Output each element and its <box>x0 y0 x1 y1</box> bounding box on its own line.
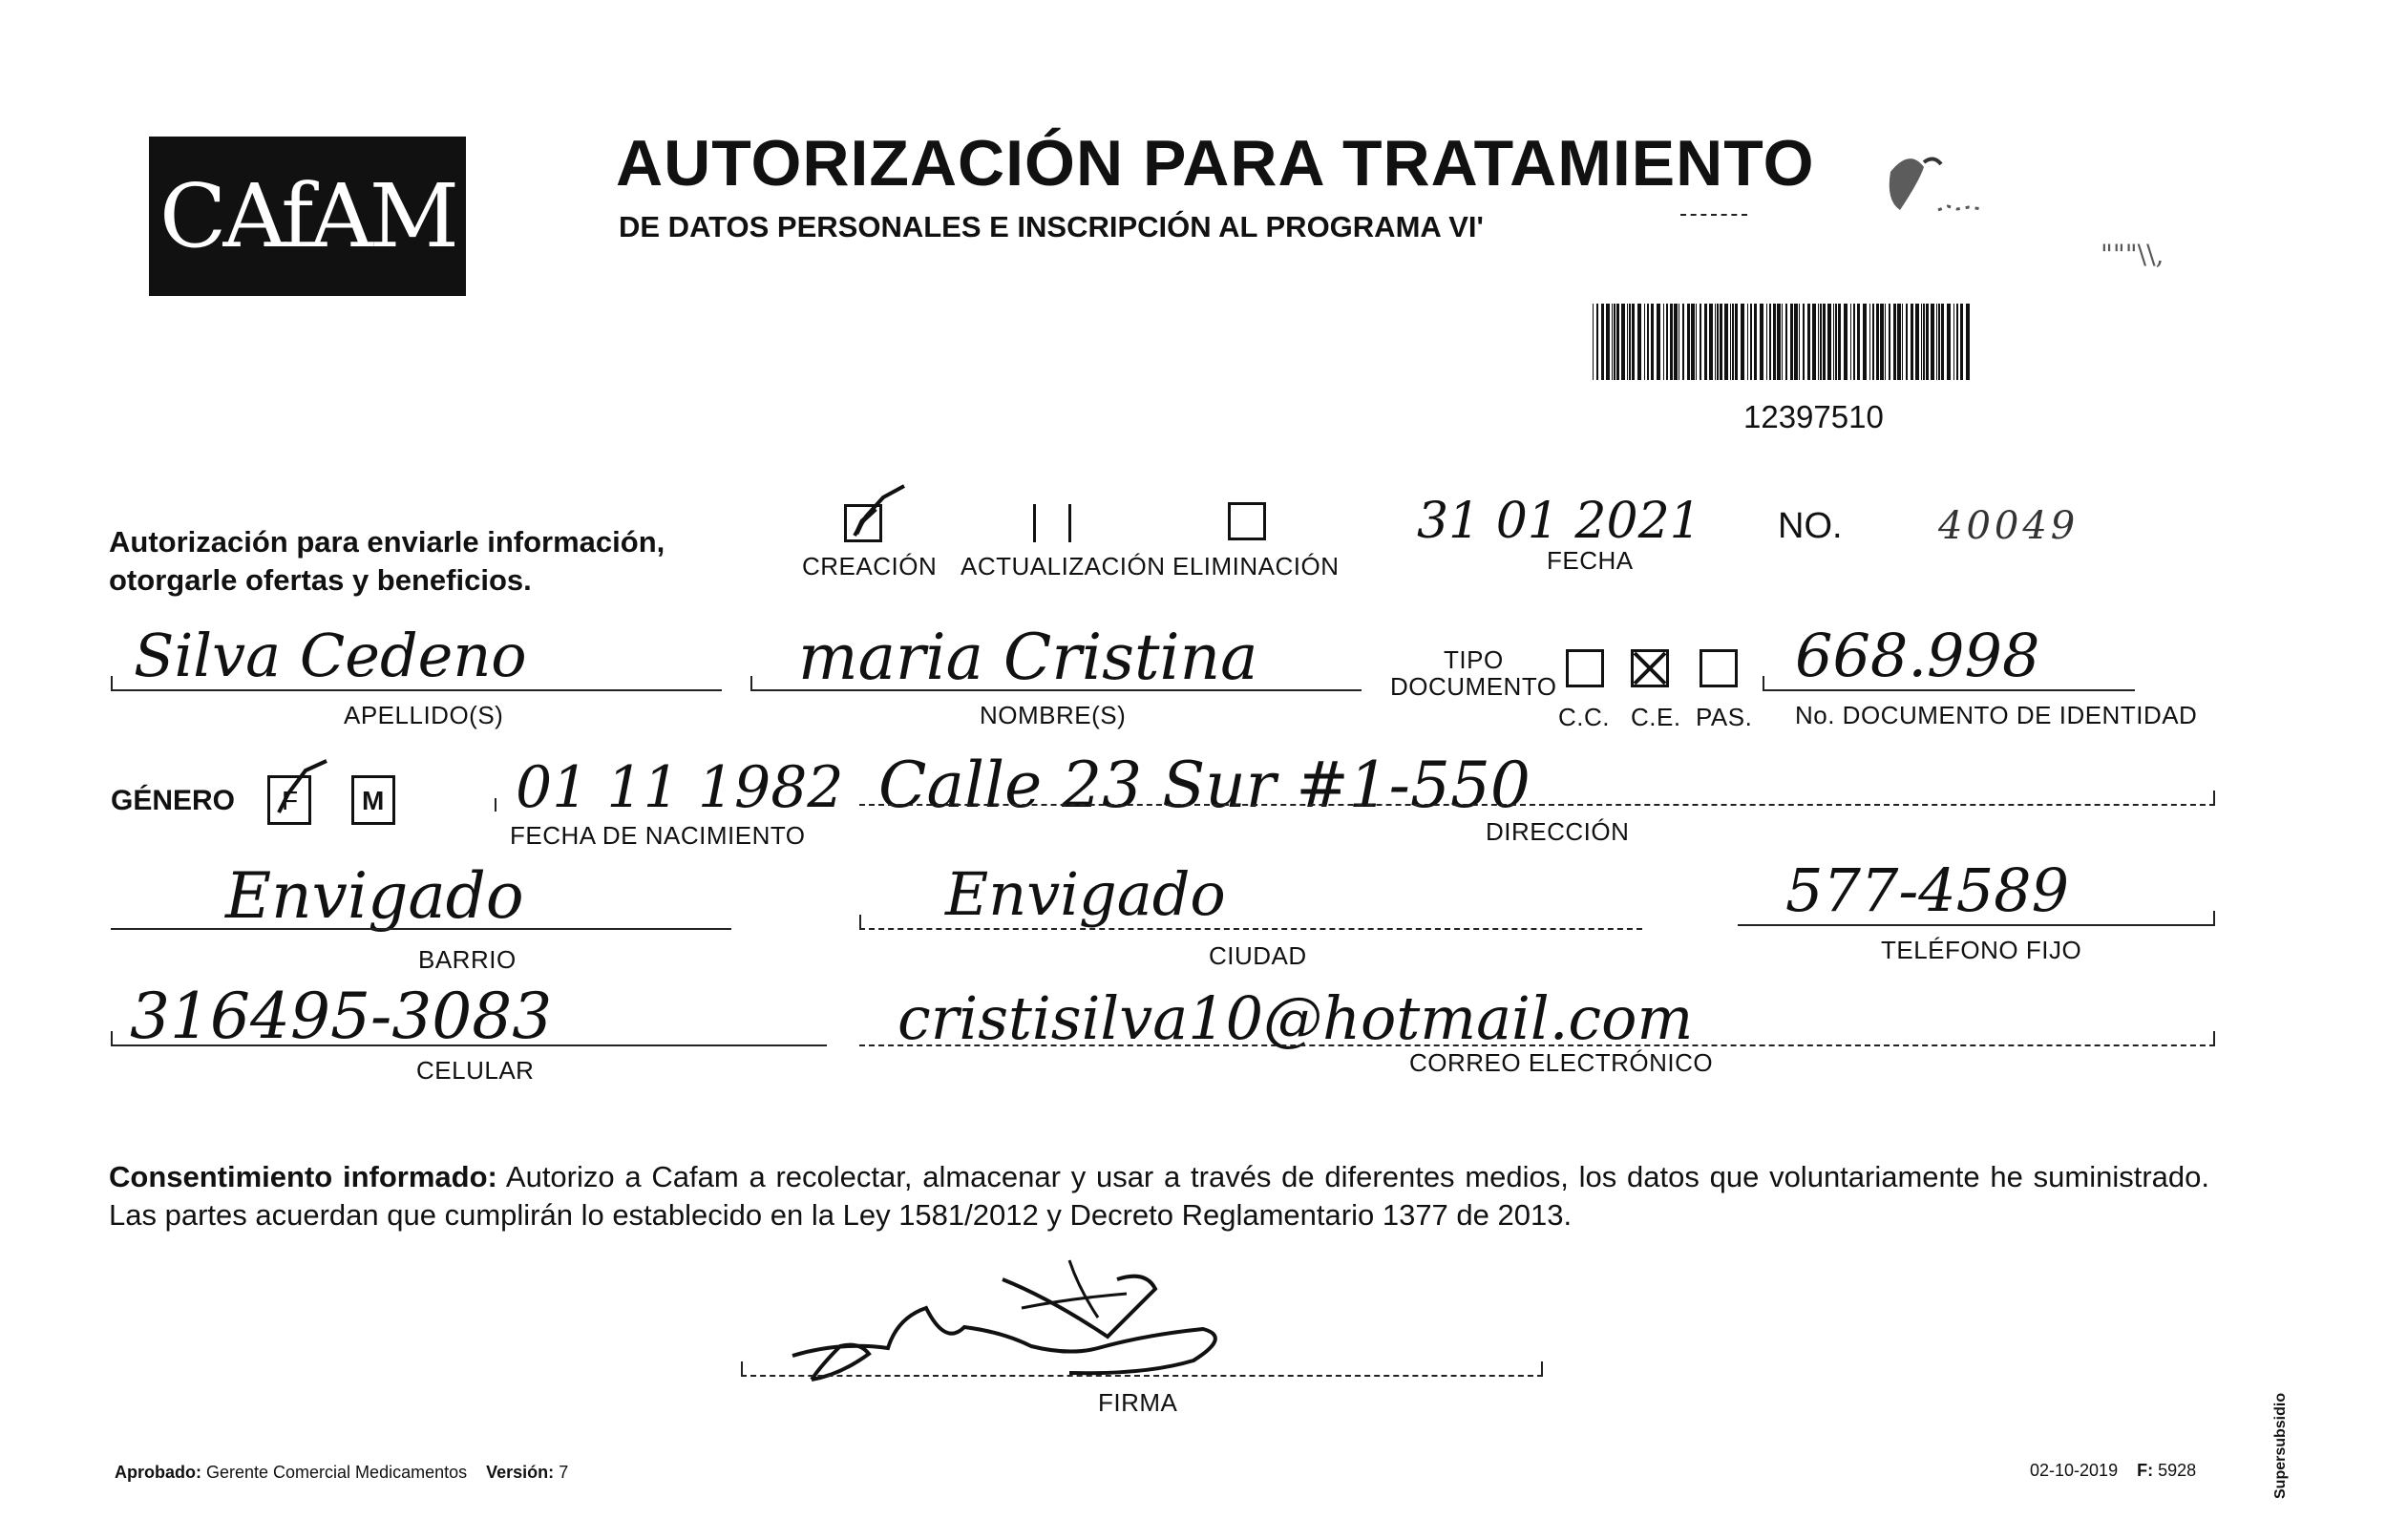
no-value: 40049 <box>1938 504 2080 548</box>
barcode-bar <box>1601 304 1604 380</box>
barcode-bar <box>1938 304 1940 380</box>
footer-right <box>2030 1461 2196 1481</box>
barcode-bar <box>1720 304 1722 380</box>
phone-value: 577-4589 <box>1785 855 2070 925</box>
date-value: 31 01 2021 <box>1417 493 1701 550</box>
barcode-bar <box>1947 304 1951 380</box>
barcode-bar <box>1754 304 1757 380</box>
barcode-bar <box>1682 304 1684 380</box>
name-label: NOMBRE(S) <box>980 701 1127 729</box>
supersubsidio-text: Supersubsidio <box>2272 1392 2289 1499</box>
barcode-bar <box>1872 304 1874 380</box>
barcode-bar <box>1674 304 1678 380</box>
barcode-bar <box>1785 304 1787 380</box>
barcode-bar <box>1735 304 1738 380</box>
doc-number-value: 668.998 <box>1795 621 2040 690</box>
name-line <box>750 689 1362 691</box>
approved-value: Gerente Comercial Medicamentos <box>206 1463 468 1482</box>
barcode-bar <box>1931 304 1934 380</box>
barcode-bar <box>1670 304 1673 380</box>
header-dash <box>1680 214 1747 216</box>
barcode-bar <box>1777 304 1781 380</box>
document-title: AUTORIZACIÓN PARA TRATAMIENTO <box>616 127 1815 200</box>
consent-text: Autorizo a Cafam a recolectar, almacenar y usar a través de diferentes medios, los datos que voluntariamente he suministrado. Las partes acuerdan que cumplirán lo establecido en la Ley 1581/2012 y Decreto Reglamentario 1377 de 2013. <box>109 1160 2209 1232</box>
checkbox-pas[interactable] <box>1700 649 1738 687</box>
barcode-bar <box>1732 304 1734 380</box>
doc-number-line <box>1763 689 2135 691</box>
barcode-bar <box>1644 304 1645 380</box>
document-subtitle: DE DATOS PERSONALES E INSCRIPCIÓN AL PROGRAMA VI' <box>619 210 1484 243</box>
barcode-bar <box>1902 304 1903 380</box>
barcode-bar <box>1838 304 1841 380</box>
barcode-bar <box>1782 304 1783 380</box>
barcode-bar <box>1844 304 1848 380</box>
barcode-bar <box>1911 304 1913 380</box>
barcode-bar <box>1794 304 1798 380</box>
city-line <box>859 928 1642 930</box>
line-tick <box>750 676 752 689</box>
version-value: 7 <box>559 1463 569 1482</box>
barcode-bar <box>1880 304 1884 380</box>
line-tick <box>1763 676 1764 689</box>
barcode-bar <box>1724 304 1728 380</box>
label-cc: C.C. <box>1558 703 1610 731</box>
barcode-bar <box>1835 304 1837 380</box>
doc-number-label: No. DOCUMENTO DE IDENTIDAD <box>1795 701 2198 729</box>
authorization-text <box>109 523 665 600</box>
surname-label: APELLIDO(S) <box>344 701 504 729</box>
barcode-bar <box>1616 304 1619 380</box>
surname-value: Silva Cedeno <box>134 621 527 690</box>
barcode-bar <box>1889 304 1890 380</box>
footer-date: 02-10-2019 <box>2030 1461 2119 1480</box>
address-label: DIRECCIÓN <box>1486 817 1630 846</box>
signature-image <box>783 1241 1318 1403</box>
check-mark-icon <box>267 755 334 832</box>
barcode-bar <box>1647 304 1649 380</box>
birth-date-value: 01 11 1982 <box>516 754 844 821</box>
address-line <box>859 804 2215 806</box>
barcode-bar <box>1876 304 1879 380</box>
barcode-bar <box>1593 304 1594 380</box>
city-label: CIUDAD <box>1209 941 1307 970</box>
barcode-bar <box>1833 304 1834 380</box>
version-label: Versión: <box>486 1463 555 1482</box>
barcode-bar <box>1663 304 1664 380</box>
date-label: FECHA <box>1547 546 1634 575</box>
checkbox-ce[interactable] <box>1631 649 1669 687</box>
barcode-bar <box>1906 304 1908 380</box>
barcode-bar <box>1621 304 1625 380</box>
stamp-text: """\\, <box>2101 239 2164 270</box>
checkbox-actualizacion[interactable] <box>1033 504 1071 542</box>
barcode-bar <box>1766 304 1767 380</box>
checkbox-creacion[interactable] <box>844 504 882 542</box>
authorization-text-line1: Autorización para enviarle información, <box>109 525 665 559</box>
barcode-bar <box>1657 304 1660 380</box>
label-pas: PAS. <box>1696 703 1753 731</box>
barcode-bar <box>1760 304 1763 380</box>
barcode-bar <box>1915 304 1919 380</box>
barcode-bar <box>1850 304 1851 380</box>
label-eliminacion: ELIMINACIÓN <box>1172 552 1340 580</box>
cafam-logo <box>149 137 466 296</box>
barcode-bar <box>1941 304 1944 380</box>
barcode-bar <box>1853 304 1855 380</box>
line-tick <box>859 915 861 928</box>
barcode-bar <box>1799 304 1800 380</box>
consent-paragraph <box>109 1158 2209 1234</box>
line-tick <box>111 1031 113 1044</box>
barcode-bar <box>1700 304 1701 380</box>
barcode-bar <box>1715 304 1716 380</box>
doc-type-label-2: DOCUMENTO <box>1390 672 1557 701</box>
no-label: NO. <box>1778 506 1843 546</box>
address-value: Calle 23 Sur #1-550 <box>878 749 1531 822</box>
label-ce: C.E. <box>1631 703 1681 731</box>
checkbox-cc[interactable] <box>1566 649 1604 687</box>
barrio-value: Envigado <box>225 859 524 933</box>
barcode-bar <box>1666 304 1668 380</box>
checkbox-gender-m[interactable] <box>351 775 395 825</box>
approved-label: Aprobado: <box>115 1463 201 1482</box>
barcode-bar <box>1926 304 1929 380</box>
barcode-bar <box>1923 304 1925 380</box>
gender-label: GÉNERO <box>111 785 236 816</box>
check-mark-icon <box>847 488 904 545</box>
line-tick <box>111 676 113 689</box>
barcode-number: 12397510 <box>1743 399 1884 434</box>
form-value: 5928 <box>2158 1461 2197 1480</box>
barcode-bar <box>1614 304 1615 380</box>
barcode-bar <box>1818 304 1819 380</box>
name-value: maria Cristina <box>798 621 1258 694</box>
email-value: cristisilva10@hotmail.com <box>897 983 1694 1053</box>
line-tick <box>741 1361 743 1375</box>
barcode-bar <box>1921 304 1922 380</box>
barcode-bar <box>1936 304 1937 380</box>
barcode-bar <box>1612 304 1613 380</box>
email-line <box>859 1044 2215 1046</box>
barcode-bar <box>1820 304 1822 380</box>
city-value: Envigado <box>945 859 1226 929</box>
barcode-bar <box>1709 304 1713 380</box>
logo-text: CAfAM <box>159 165 455 267</box>
line-tick <box>495 798 496 812</box>
phone-line <box>1738 924 2215 926</box>
mobile-line <box>111 1044 827 1046</box>
signature-label: FIRMA <box>1098 1388 1178 1417</box>
barcode-bar <box>1750 304 1752 380</box>
line-tick <box>2213 791 2215 804</box>
barcode-bar <box>1606 304 1610 380</box>
barcode-bar <box>1596 304 1598 380</box>
barcode <box>1593 304 1974 380</box>
mobile-value: 316495-3083 <box>130 980 553 1053</box>
label-actualizacion: ACTUALIZACIÓN <box>961 552 1166 580</box>
barrio-label: BARRIO <box>418 945 517 974</box>
barcode-bar <box>1637 304 1641 380</box>
email-label: CORREO ELECTRÓNICO <box>1409 1048 1714 1077</box>
barcode-bar <box>1790 304 1793 380</box>
birth-date-label: FECHA DE NACIMIENTO <box>510 821 806 850</box>
barcode-bar <box>1803 304 1805 380</box>
signature-line <box>741 1375 1543 1377</box>
barcode-bar <box>1717 304 1719 380</box>
barcode-bar <box>1823 304 1826 380</box>
authorization-text-line2: otorgarle ofertas y beneficios. <box>109 563 532 597</box>
barcode-bar <box>1769 304 1771 380</box>
barcode-bar <box>1741 304 1744 380</box>
barcode-bar <box>1704 304 1707 380</box>
barcode-bar <box>1827 304 1831 380</box>
stamp-mark <box>1881 143 2043 229</box>
doc-type-label-1: TIPO <box>1444 645 1504 674</box>
barcode-bar <box>1857 304 1860 380</box>
barcode-bar <box>1869 304 1870 380</box>
barcode-bar <box>1627 304 1628 380</box>
barcode-bar <box>1696 304 1697 380</box>
surname-line <box>111 689 722 691</box>
barcode-bar <box>1956 304 1958 380</box>
barcode-bar <box>1885 304 1886 380</box>
barcode-bar <box>1966 304 1970 380</box>
barcode-bar <box>1651 304 1654 380</box>
barcode-bar <box>1773 304 1776 380</box>
side-vertical-text <box>2272 1327 2291 1518</box>
consent-bold: Consentimiento informado: <box>109 1160 497 1193</box>
form-label: F: <box>2137 1461 2154 1480</box>
line-tick <box>1541 1361 1543 1375</box>
barcode-bar <box>1863 304 1867 380</box>
phone-label: TELÉFONO FIJO <box>1881 936 2082 964</box>
line-tick <box>2213 911 2215 924</box>
barcode-bar <box>1687 304 1690 380</box>
checkbox-eliminacion[interactable] <box>1228 502 1266 540</box>
barcode-bar <box>1812 304 1816 380</box>
barcode-bar <box>1893 304 1896 380</box>
x-mark-icon <box>1631 649 1669 687</box>
barcode-bar <box>1960 304 1963 380</box>
mobile-label: CELULAR <box>416 1056 535 1085</box>
barcode-bar <box>1953 304 1954 380</box>
barcode-bar <box>1897 304 1901 380</box>
barcode-bar <box>1730 304 1731 380</box>
barcode-bar <box>1747 304 1748 380</box>
barcode-bar <box>1632 304 1635 380</box>
label-creacion: CREACIÓN <box>802 552 938 580</box>
barcode-bar <box>1691 304 1695 380</box>
gender-f-label: F <box>282 786 299 815</box>
gender-m-label: M <box>362 786 385 815</box>
barcode-bar <box>1807 304 1810 380</box>
barcode-bar <box>1629 304 1631 380</box>
line-tick <box>2213 1031 2215 1044</box>
checkbox-gender-f[interactable] <box>267 775 311 825</box>
footer-left <box>115 1463 568 1483</box>
barrio-line <box>111 928 731 930</box>
